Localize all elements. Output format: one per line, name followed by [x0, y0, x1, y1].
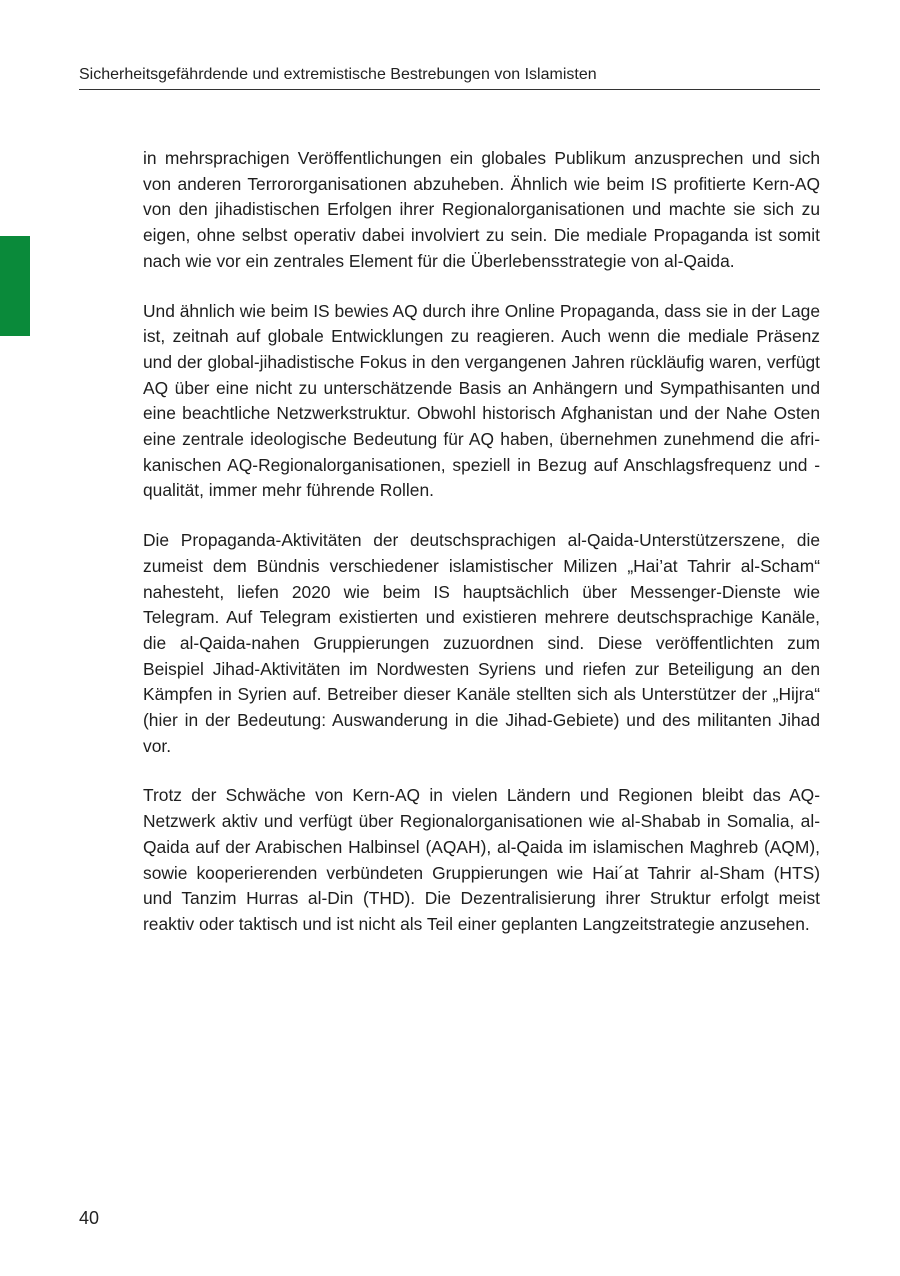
- paragraph-3: Die Propaganda-Aktivitäten der deutschsprachigen al-Qaida-Unterstützerszene, die zumeist dem Bündnis verschiedener islamistischer Milizen „Hai’at Tahrir al-Scham“ nahesteht, liefen 2020 wie beim IS hauptsächlich über Messenger-Dienste wie Telegram. Auf Telegram existierten und existieren mehrere deutschsprachige Kanäle, die al-Qaida-nahen Gruppierungen zuzuordnen sind. Diese veröffentlichten zum Beispiel Jihad-Aktivitäten im Nordwesten Syriens und riefen zur Beteiligung an den Kämpfen in Syrien auf. Betreiber dieser Kanäle stellten sich als Unterstützer der „Hijra“ (hier in der Bedeutung: Auswanderung in die Jihad-Gebiete) und des militanten Jihad vor.: [143, 530, 820, 756]
- running-header-title: Sicherheitsgefährdende und extremistische Bestrebungen von Islamisten: [79, 66, 597, 83]
- paragraph-1: in mehrsprachigen Veröffentlichungen ein globales Publikum anzusprechen und sich von anderen Terrororganisationen abzuheben. Ähnlich wie beim IS profitierte Kern-AQ von den jihadistischen Erfolgen ihrer Regionalorganisationen und machte sie sich zu eigen, ohne selbst operativ dabei involviert zu sein. Die mediale Propaganda ist somit nach wie vor ein zentrales Element für die Überlebensstrategie von al-Qaida.: [143, 148, 820, 271]
- running-header: [79, 62, 820, 90]
- page-number: 40: [79, 1208, 100, 1228]
- body-text: [143, 146, 820, 962]
- paragraph-4: Trotz der Schwäche von Kern-AQ in vielen Ländern und Regionen bleibt das AQ-Netzwerk aktiv und verfügt über Regionalorganisationen wie al-Shabab in Somalia, al-Qaida auf der Arabischen Halbinsel (AQAH), al-Qaida im islamischen Maghreb (AQM), sowie kooperierenden verbündeten Gruppierungen wie Hai´at Tahrir al-Sham (HTS) und Tanzim Hurras al-Din (THD). Die Dezentralisierung ihrer Struktur erfolgt meist reaktiv oder taktisch und ist nicht als Teil einer geplanten Langzeitstrategie anzusehen.: [143, 785, 820, 934]
- paragraph-2: Und ähnlich wie beim IS bewies AQ durch ihre Online Propaganda, dass sie in der Lage ist, zeitnah auf globale Entwicklungen zu reagieren. Auch wenn die mediale Präsenz und der global-jihadistische Fokus in den vergangenen Jahren rückläufig waren, verfügt AQ über eine nicht zu unterschätzende Basis an Anhängern und Sympathisanten und eine beachtliche Netzwerkstruktur. Obwohl historisch Afghanistan und der Nahe Osten eine zentrale ideologische Bedeutung für AQ haben, übernehmen zunehmend die afrikanischen AQ-Regionalorganisationen, speziell in Bezug auf Anschlagsfrequenz und -qualität, immer mehr führende Rollen.: [143, 300, 820, 501]
- chapter-color-marker: [0, 236, 30, 336]
